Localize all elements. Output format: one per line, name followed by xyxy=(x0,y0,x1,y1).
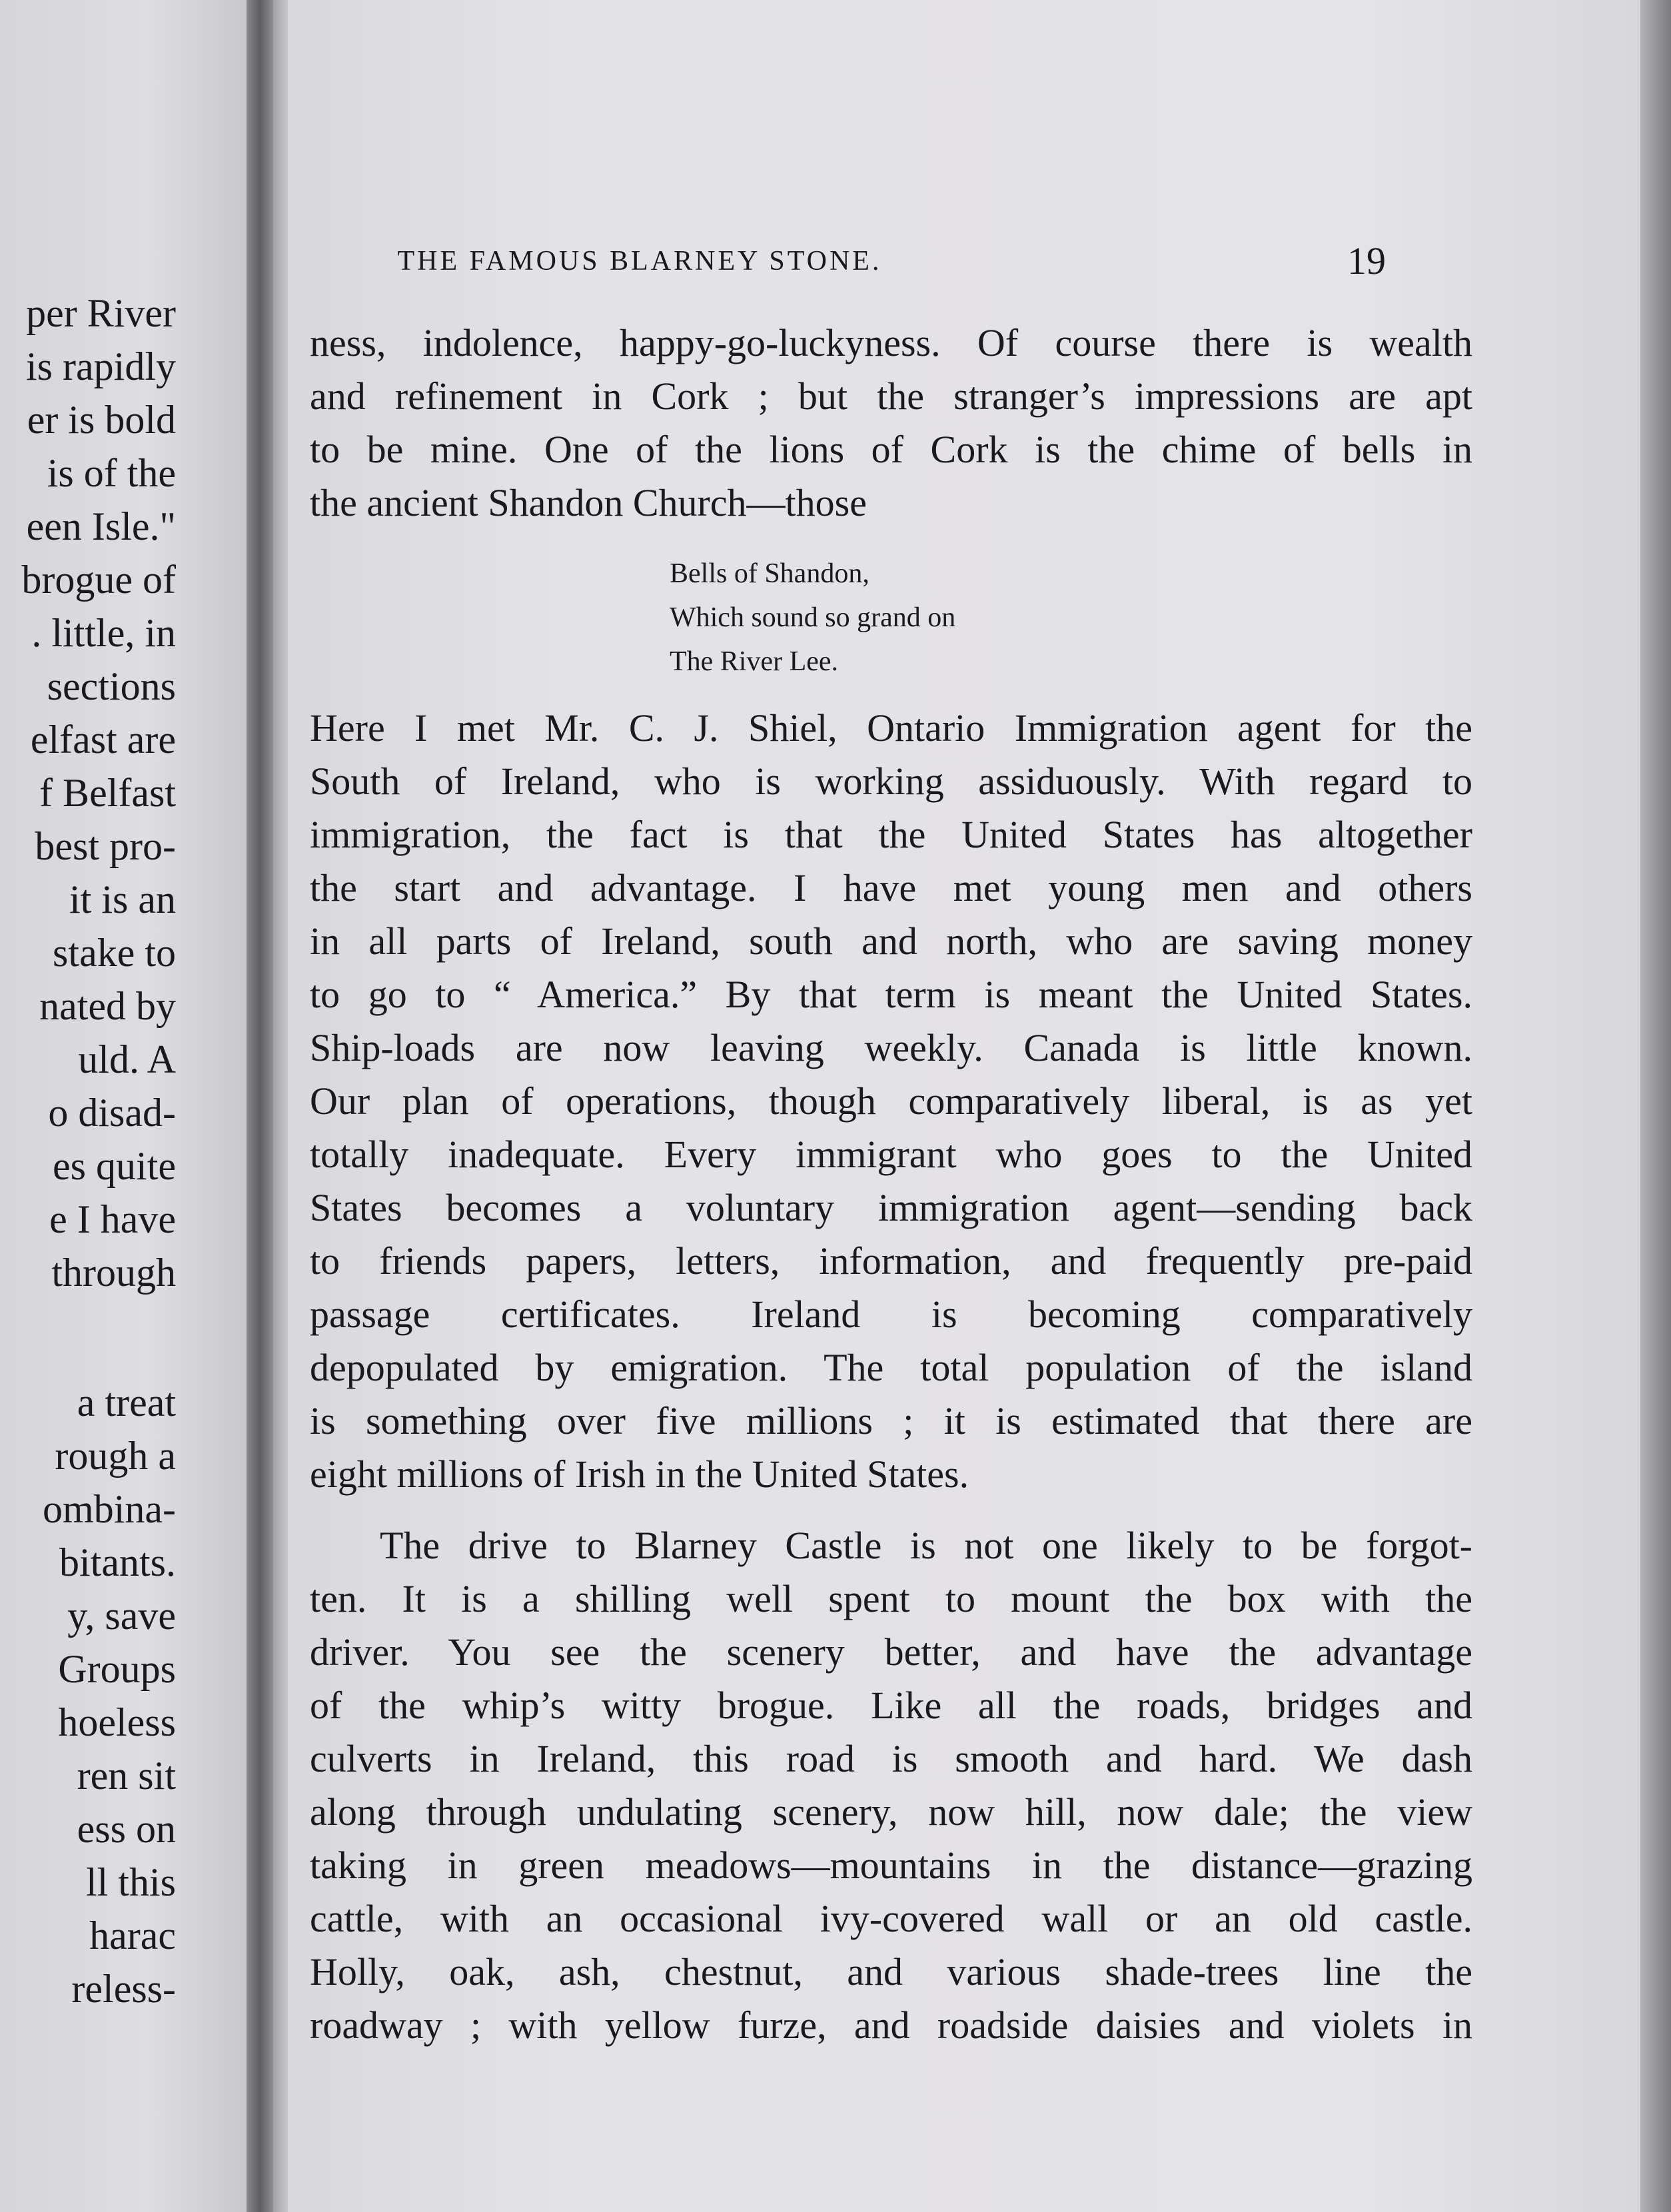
text-line: passage certificates. Ireland is becoming comparatively xyxy=(310,1293,1472,1336)
left-page-line: through xyxy=(51,1251,176,1295)
page-outer-edge xyxy=(1640,0,1671,2212)
text-line: to go to “ America.” By that term is meant the United States. xyxy=(310,973,1472,1016)
verse-line: The River Lee. xyxy=(670,646,839,677)
text-line: culverts in Ireland, this road is smooth and hard. We dash xyxy=(310,1737,1472,1780)
text-line: Holly, oak, ash, chestnut, and various shade-trees line the xyxy=(310,1950,1472,1993)
left-page-line: reless- xyxy=(71,1967,176,2011)
text-line: ness, indolence, happy-go-luckyness. Of course there is wealth xyxy=(310,321,1472,364)
left-page-line: rough a xyxy=(55,1434,176,1478)
text-line: cattle, with an occasional ivy-covered wall or an old castle. xyxy=(310,1897,1472,1940)
left-page-line: ombina- xyxy=(43,1487,176,1531)
text-line: depopulated by emigration. The total population of the island xyxy=(310,1346,1472,1389)
left-page-line: stake to xyxy=(53,931,176,975)
left-page-line: nated by xyxy=(39,984,176,1028)
left-page-line: elfast are xyxy=(30,718,176,762)
text-line: ten. It is a shilling well spent to mount the box with the xyxy=(310,1577,1472,1620)
verse-line: Which sound so grand on xyxy=(670,602,956,633)
text-line: The drive to Blarney Castle is not one likely to be forgot- xyxy=(380,1524,1472,1567)
left-page-line: es quite xyxy=(53,1144,176,1188)
text-line: totally inadequate. Every immigrant who goes to the United xyxy=(310,1133,1472,1176)
left-page-line: uld. A xyxy=(78,1037,176,1081)
left-page-line: ess on xyxy=(77,1807,176,1851)
running-head xyxy=(306,241,1386,281)
verse-line: Bells of Shandon, xyxy=(670,558,869,589)
left-page-line: per River xyxy=(26,291,176,335)
text-line: to be mine. One of the lions of Cork is the chime of bells in xyxy=(310,428,1472,471)
left-page-line: best pro- xyxy=(35,824,176,868)
left-page-line: Groups xyxy=(58,1647,176,1691)
left-page-line: brogue of xyxy=(21,558,176,602)
text-line: immigration, the fact is that the United States has altogether xyxy=(310,813,1472,856)
left-page-line: een Isle." xyxy=(26,504,176,548)
text-line: Our plan of operations, though comparatively liberal, is as yet xyxy=(310,1079,1472,1123)
text-line: Here I met Mr. C. J. Shiel, Ontario Immigration agent for the xyxy=(310,706,1472,750)
text-line: the start and advantage. I have met young men and others xyxy=(310,866,1472,909)
left-page-line: o disad- xyxy=(48,1091,176,1135)
left-page-line: er is bold xyxy=(27,398,176,442)
text-line: is something over five millions ; it is estimated that there are xyxy=(310,1399,1472,1442)
left-page-text xyxy=(0,0,247,2212)
running-title: THE FAMOUS BLARNEY STONE. xyxy=(397,246,882,276)
text-line: the ancient Shandon Church—those xyxy=(310,481,867,524)
text-line: Ship-loads are now leaving weekly. Canada is little known. xyxy=(310,1026,1472,1069)
text-line: along through undulating scenery, now hill, now dale; the view xyxy=(310,1790,1472,1834)
left-page-line: f Belfast xyxy=(39,771,176,815)
text-line: and refinement in Cork ; but the stranger’s impressions are apt xyxy=(310,374,1472,418)
page-number: 19 xyxy=(1347,239,1386,282)
left-page-line: it is an xyxy=(69,877,176,921)
page-inner-edge xyxy=(273,0,288,2212)
left-page-line: . little, in xyxy=(31,611,176,655)
left-page-line: ll this xyxy=(85,1860,176,1904)
left-page-line: sections xyxy=(47,664,176,708)
left-page-line: a treat xyxy=(77,1381,176,1424)
text-line: eight millions of Irish in the United States. xyxy=(310,1452,969,1496)
left-page-line: is rapidly xyxy=(26,344,176,388)
text-line: of the whip’s witty brogue. Like all the roads, bridges and xyxy=(310,1684,1472,1727)
text-line: South of Ireland, who is working assiduously. With regard to xyxy=(310,760,1472,803)
text-line: in all parts of Ireland, south and north, who are saving money xyxy=(310,919,1472,963)
left-page-line: bitants. xyxy=(59,1540,176,1584)
text-line: roadway ; with yellow furze, and roadside daisies and violets in xyxy=(310,2003,1472,2047)
left-page-line: e I have xyxy=(49,1197,176,1241)
left-page-line: y, save xyxy=(67,1594,176,1638)
left-page-line: hoeless xyxy=(58,1700,176,1744)
left-facing-page xyxy=(0,0,247,2212)
text-line: States becomes a voluntary immigration agent—sending back xyxy=(310,1186,1472,1229)
left-page-line: is of the xyxy=(47,451,176,495)
text-line: to friends papers, letters, information, and frequently pre-paid xyxy=(310,1239,1472,1283)
text-line: taking in green meadows—mountains in the distance—grazing xyxy=(310,1844,1472,1887)
left-page-line: ren sit xyxy=(77,1754,176,1798)
left-page-line: harac xyxy=(89,1914,176,1957)
book-gutter xyxy=(247,0,273,2212)
text-line: driver. You see the scenery better, and have the advantage xyxy=(310,1630,1472,1674)
